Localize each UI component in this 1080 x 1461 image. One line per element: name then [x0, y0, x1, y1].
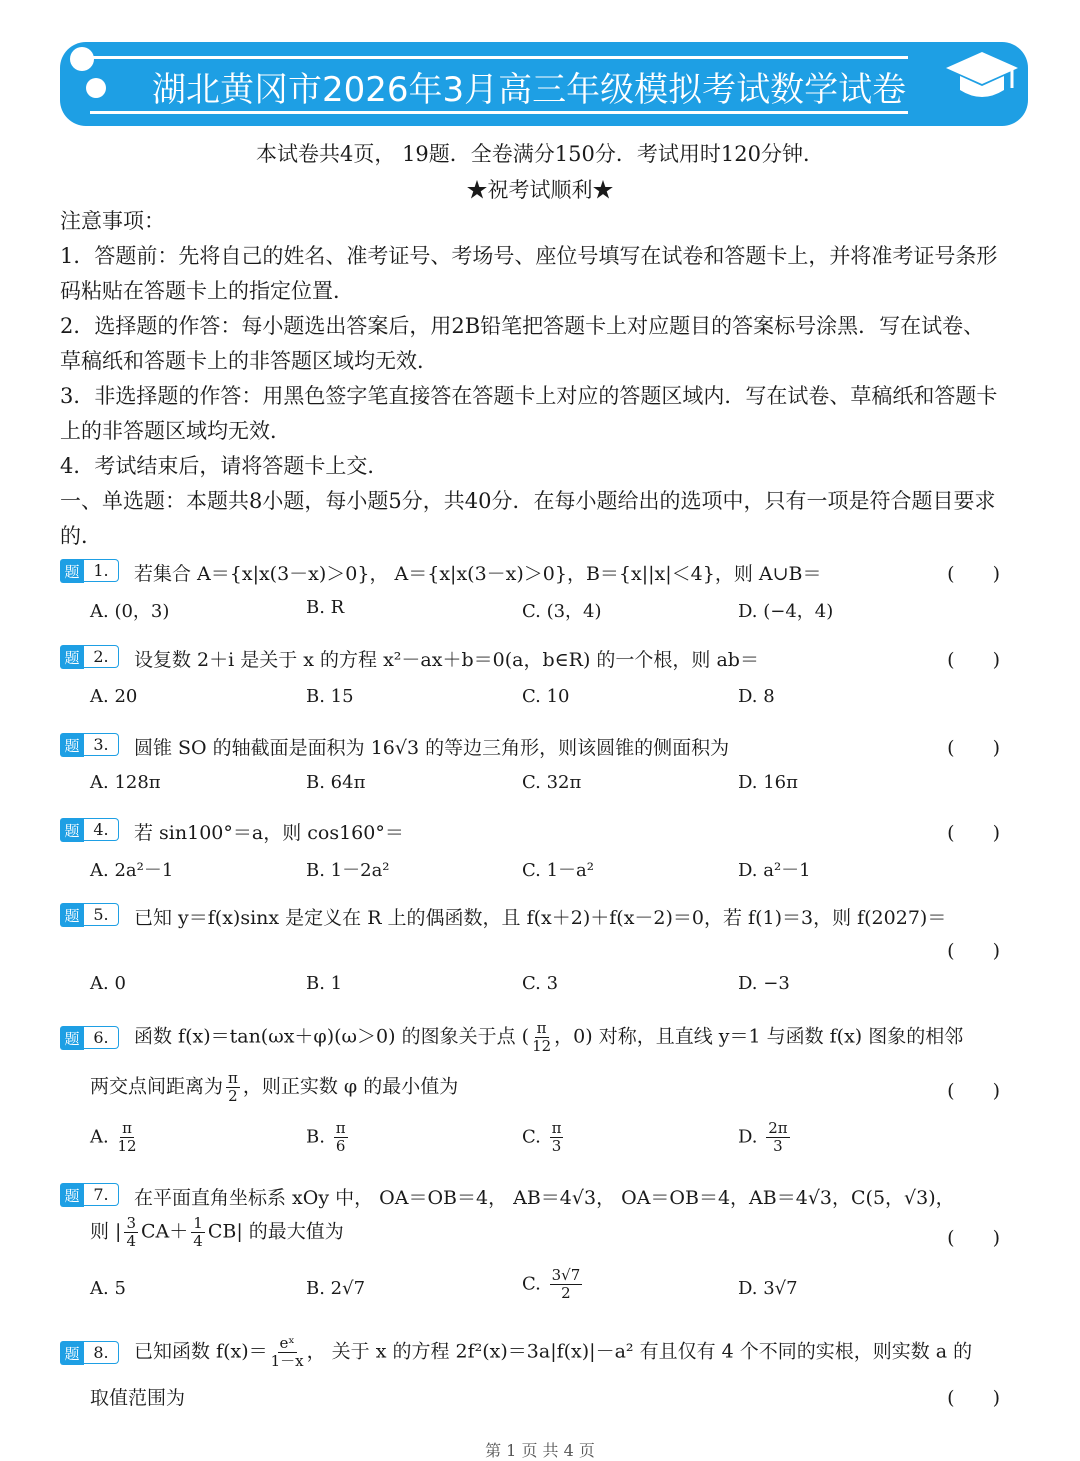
exam-title: 湖北黄冈市2026年3月高三年级模拟考试数学试卷 [152, 70, 907, 110]
answer-blank: ( ) [947, 1227, 1000, 1249]
option-b: B. R [306, 597, 345, 618]
notice-title: 注意事项： [60, 209, 165, 233]
fraction: $\frac{\pi}{2}$ [228, 1069, 238, 1105]
answer-blank: ( ) [947, 1387, 1000, 1409]
notice-1: 1．答题前：先将自己的姓名、准考证号、考场号、座位号填写在试卷和答题卡上，并将准考证号条形码粘贴在答题卡上的指定位置． [60, 244, 998, 303]
page-footer: 第 1 页 共 4 页 [485, 1441, 595, 1460]
question-stem: 圆锥 SO 的轴截面是面积为 16√3 的等边三角形，则该圆锥的侧面积为 [134, 737, 730, 759]
answer-blank: ( ) [947, 940, 1000, 962]
option-c: C. $\frac{3√7}{2}$ [522, 1266, 581, 1302]
option-c: C. 3 [522, 973, 559, 994]
notice-4: 4．考试结束后，请将答题卡上交． [60, 454, 389, 478]
option-b: B. $\frac{\pi}{6}$ [306, 1119, 346, 1155]
option-b: B. 1 [306, 973, 343, 994]
good-luck: ★祝考试顺利★ [466, 178, 614, 202]
decor-dot [86, 78, 106, 98]
graduation-cap-icon [944, 48, 1020, 108]
question-number-badge: 题 3. [60, 733, 119, 757]
question-number-badge: 题 6. [60, 1026, 119, 1050]
option-d: D. 16π [738, 772, 798, 793]
option-b: B. 64π [306, 772, 366, 793]
header-banner [60, 42, 1028, 126]
option-d: D. $\frac{2\pi}{3}$ [738, 1119, 788, 1155]
question-stem: 函数 f(x)＝tan(ωx＋φ)(ω＞0) 的图象关于点 ( $\frac{\pi}{12}$ ，0) 对称，且直线 y＝1 与函数 f(x) 图象的相邻 [134, 1019, 964, 1055]
question-3 [60, 733, 1000, 803]
option-c: C. 32π [522, 772, 582, 793]
question-stem: 若集合 A＝{x|x(3－x)＞0}， A＝{x|x(3－x)＞0}，B＝{x||x|＜4}，则 A∪B＝ [134, 563, 822, 585]
question-4 [60, 818, 1000, 888]
option-c: C. 10 [522, 686, 570, 707]
option-c: C. $\frac{\pi}{3}$ [522, 1119, 562, 1155]
option-b: B. 2√7 [306, 1278, 366, 1299]
option-c: C. 1－a² [522, 860, 594, 881]
option-a: A. 128π [90, 772, 161, 793]
fraction: $\frac{\pi}{12}$ [532, 1019, 552, 1055]
decor-line [90, 111, 908, 114]
question-stem: 设复数 2＋i 是关于 x 的方程 x²－ax＋b＝0(a，b∈R) 的一个根，则 ab＝ [134, 649, 759, 671]
answer-blank: ( ) [947, 563, 1000, 585]
option-d: D. 8 [738, 686, 775, 707]
answer-blank: ( ) [947, 822, 1000, 844]
notice-2: 2．选择题的作答：每小题选出答案后，用2B铅笔把答题卡上对应题目的答案标号涂黑．写在试卷、草稿纸和答题卡上的非答题区域均无效． [60, 314, 985, 373]
question-stem: 若 sin100°＝a，则 cos160°＝ [134, 822, 404, 844]
question-stem: 已知函数 f(x)＝ $\frac{\text{eˣ}}{1-x}$ ， 关于 x 的方程 2f²(x)＝3a|f(x)|－a² 有且仅有 4 个不同的实根，则实数 a 的 [134, 1334, 973, 1370]
question-6 [60, 1020, 1000, 1165]
question-stem: 在平面直角坐标系 xOy 中， OA＝OB＝4， AB＝4√3， OA＝OB＝4，AB＝4√3，C(5，√3)， [134, 1187, 955, 1209]
question-stem: 已知 y＝f(x)sinx 是定义在 R 上的偶函数，且 f(x＋2)＋f(x－2)＝0，若 f(1)＝3，则 f(2027)＝ [134, 907, 947, 929]
option-b: B. 1－2a² [306, 860, 390, 881]
question-8 [60, 1335, 1000, 1415]
option-a: A. 2a²－1 [90, 860, 174, 881]
question-number-badge: 题 5. [60, 903, 119, 927]
answer-blank: ( ) [947, 1080, 1000, 1102]
exam-info: 本试卷共4页， 19题．全卷满分150分．考试用时120分钟． [256, 142, 824, 166]
question-number-badge: 题 4. [60, 818, 119, 842]
question-stem-line2: 两交点间距离为 $\frac{\pi}{2}$ ，则正实数 φ 的最小值为 [90, 1069, 459, 1105]
option-d: D. (−4，4) [738, 601, 834, 622]
notice-3: 3．非选择题的作答：用黑色签字笔直接答在答题卡上对应的答题区域内．写在试卷、草稿纸和答题卡上的非答题区域均无效． [60, 384, 998, 443]
answer-blank: ( ) [947, 649, 1000, 671]
decor-dot [70, 47, 94, 71]
option-a: A. 20 [90, 686, 138, 707]
option-d: D. a²－1 [738, 860, 811, 881]
option-a: A. (0，3) [90, 601, 170, 622]
question-7 [60, 1183, 1000, 1313]
question-number-badge: 题 1. [60, 559, 119, 583]
option-a: A. $\frac{\pi}{12}$ [90, 1119, 137, 1155]
question-2 [60, 645, 1000, 715]
option-c: C. (3，4) [522, 601, 602, 622]
question-stem-line2: 则 | $\frac{3}{4}$ CA＋ $\frac{1}{4}$ CB| 的最大值为 [90, 1214, 344, 1250]
question-1 [60, 559, 1000, 629]
decor-line [90, 56, 908, 59]
option-b: B. 15 [306, 686, 354, 707]
option-d: D. −3 [738, 973, 790, 994]
option-d: D. 3√7 [738, 1278, 798, 1299]
section-heading: 一、单选题：本题共8小题，每小题5分，共40分．在每小题给出的选项中，只有一项是符合题目要求的． [60, 489, 996, 548]
option-a: A. 5 [90, 1278, 126, 1299]
question-number-badge: 题 2. [60, 645, 119, 669]
question-stem-line2: 取值范围为 [90, 1387, 186, 1409]
question-number-badge: 题 8. [60, 1341, 119, 1365]
option-a: A. 0 [90, 973, 126, 994]
answer-blank: ( ) [947, 737, 1000, 759]
question-5 [60, 903, 1000, 995]
question-number-badge: 题 7. [60, 1183, 119, 1207]
